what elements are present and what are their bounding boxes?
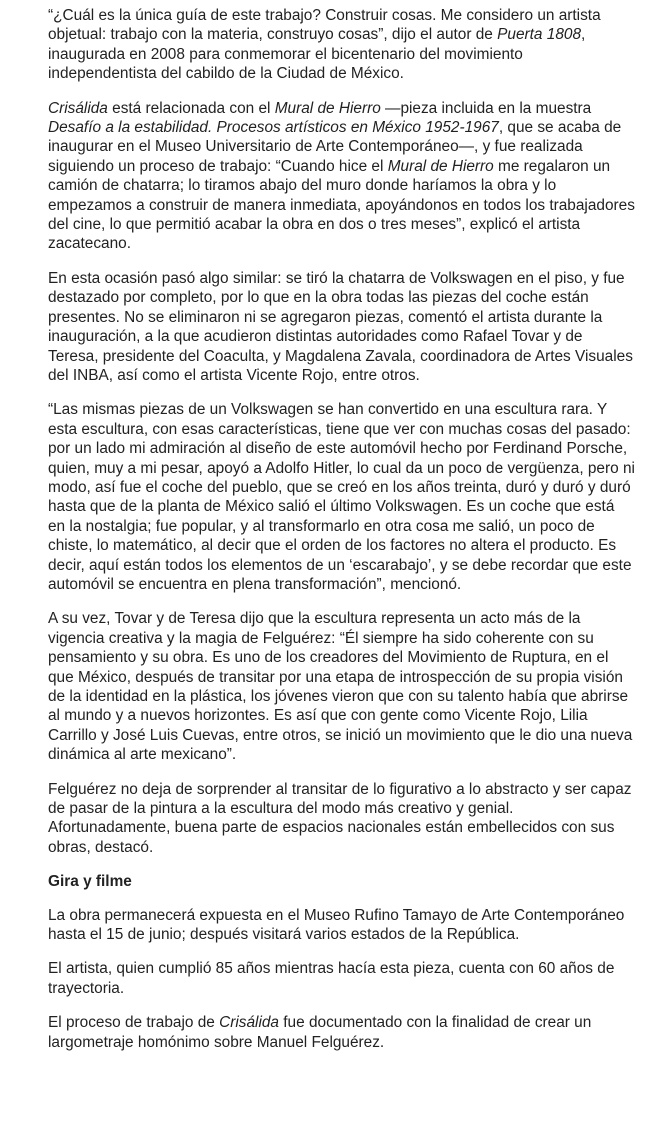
paragraph-9 bbox=[48, 1013, 635, 1052]
work-title-crisalida-2: Crisálida bbox=[219, 1014, 279, 1032]
paragraph-2 bbox=[48, 99, 635, 254]
paragraph-6: Felguérez no deja de sorprender al transitar de lo figurativo a lo abstracto y ser capaz de pasar de la pintura a la escultura del modo más creativo y genial. Afortunadamente, buena parte de espacios nacionales están embellecidos con sus obras, destacó. bbox=[48, 780, 632, 856]
work-title-crisalida: Crisálida bbox=[48, 99, 108, 117]
paragraph-1-text-a: “¿Cuál es la única guía de este trabajo? Construir cosas. Me considero un artista objetual: trabajo con la materia, construyo cosas”, dijo el autor de bbox=[48, 7, 601, 44]
paragraph-4: “Las mismas piezas de un Volkswagen se han convertido en una escultura rara. Y esta escultura, con esas características, tiene que ver con muchas cosas del pasado: por un lado mi admiración al diseño de este automóvil hecho por Ferdinand Porsche, quien, muy a mi pesar, apoyó a Adolfo Hitler, lo cual da un poco de vergüenza, pero ni modo, así fue el coche del pueblo, que se creó en los años treinta, duró y duró y duró hasta que de la planta de México salió el último Volkswagen. Es un coche que está en la nostalgia; fue popular, y al transformarlo en otra cosa me salió, un poco de chiste, lo matemático, al decir que el orden de los factores no altera el producto. Es decir, aquí están todos los elementos de un ‘escarabajo’, y se debe recordar que este automóvil se encuentra en plena transformación”, mencionó. bbox=[48, 401, 635, 593]
work-title-puerta-1808: Puerta 1808 bbox=[497, 26, 582, 44]
section-heading: Gira y filme bbox=[48, 873, 132, 891]
work-title-mural-de-hierro: Mural de Hierro bbox=[274, 99, 381, 117]
paragraph-8: El artista, quien cumplió 85 años mientras hacía esta pieza, cuenta con 60 años de trayectoria. bbox=[48, 960, 615, 997]
paragraph-2-text-d: —pieza incluida en la muestra bbox=[380, 99, 592, 117]
paragraph-1-text-c: , inaugurada en 2008 para conmemorar el bicentenario del movimiento independentista del cabildo de la Ciudad de México. bbox=[48, 26, 586, 83]
exhibition-title: Desafío a la estabilidad. Procesos artísticos en México 1952-1967 bbox=[48, 119, 499, 137]
paragraph-5: A su vez, Tovar y de Teresa dijo que la escultura representa un acto más de la vigencia creativa y la magia de Felguérez: “Él siempre ha sido coherente con su pensamiento y su obra. Es uno de los creadores del Movimiento de Ruptura, en el que México, después de transitar por una etapa de introspección de su propia visión de la identidad en la plástica, los jóvenes vieron que con su talento había que abrirse al mundo y a nuevos horizontes. Es así que con gente como Vicente Rojo, Lilia Carrillo y José Luis Cuevas, entre otros, se inició un movimiento que le dio una nueva dinámica al arte mexicano”. bbox=[48, 610, 633, 764]
paragraph-9-text-c: fue documentado con la finalidad de crear un largometraje homónimo sobre Manuel Felguérez. bbox=[48, 1014, 592, 1051]
paragraph-2-text-h: me regalaron un camión de chatarra; lo tiramos abajo del muro donde haríamos la obra y lo empezamos a construir de manera inmediata, apoyándonos en todos los trabajadores del cine, lo que permitió acabar la obra en dos o tres meses”, explicó el artista zacatecano. bbox=[48, 157, 635, 253]
paragraph-2-text-f: , que se acaba de inaugurar en el Museo Universitario de Arte Contemporáneo—, y fue realizada siguiendo un proceso de trabajo: “Cuando hice el bbox=[48, 119, 622, 175]
work-title-mural-de-hierro-2: Mural de Hierro bbox=[387, 157, 494, 175]
paragraph-2-text-b: está relacionada con el bbox=[107, 99, 275, 117]
paragraph-9-text-a: El proceso de trabajo de bbox=[48, 1014, 220, 1032]
paragraph-7: La obra permanecerá expuesta en el Museo Rufino Tamayo de Arte Contemporáneo hasta el 15 de junio; después visitará varios estados de la República. bbox=[48, 906, 625, 944]
paragraph-3: En esta ocasión pasó algo similar: se tiró la chatarra de Volkswagen en el piso, y fue destazado por completo, por lo que en la obra todas las piezas del coche están presentes. No se eliminaron ni se agregaron piezas, comentó el artista durante la inauguración, a la que acudieron distintas autoridades como Rafael Tovar y de Teresa, presidente del Coaculta, y Magdalena Zavala, coordinadora de Artes Visuales del INBA, así como el artista Vicente Rojo, entre otros. bbox=[48, 269, 633, 384]
paragraph-1 bbox=[48, 6, 635, 84]
